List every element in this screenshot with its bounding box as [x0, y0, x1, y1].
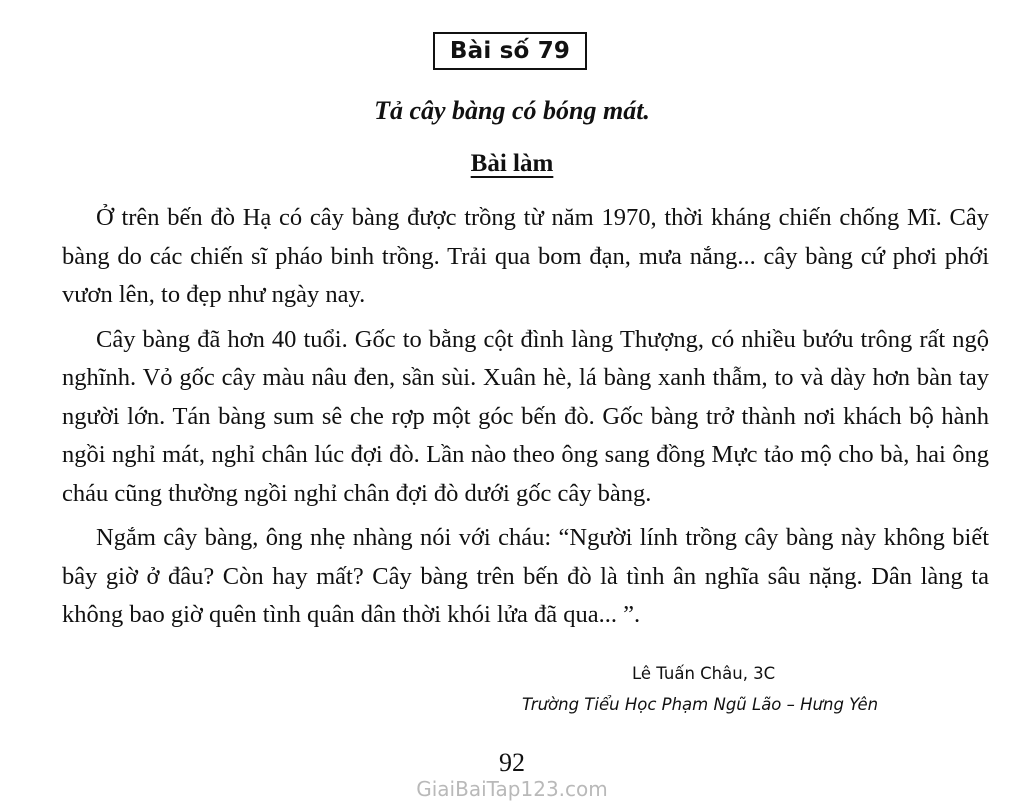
- page-number: 92: [499, 748, 525, 777]
- exercise-number-heading: Bài số 79: [433, 32, 587, 70]
- section-title: [0, 150, 1024, 178]
- section-title-text: Bài làm: [470, 150, 554, 177]
- watermark-text: GiaiBaiTap123.com: [416, 777, 608, 801]
- paragraph-1: Ở trên bến đò Hạ có cây bàng được trồng từ năm 1970, thời kháng chiến chống Mĩ. Cây bàng do các chiến sĩ pháo binh trồng. Trải qua bom đạn, mưa nắng... cây bàng cứ phơi phới vươn lên, to đẹp như ngày nay.: [62, 204, 989, 308]
- paragraph-3: Ngắm cây bàng, ông nhẹ nhàng nói với cháu: “Người lính trồng cây bàng này không biết bây giờ ở đâu? Còn hay mất? Cây bàng trên bến đò là tình ân nghĩa sâu nặng. Dân làng ta không bao giờ quên tình quân dân thời khói lửa đã qua... ”.: [62, 524, 989, 628]
- paragraph-2: Cây bàng đã hơn 40 tuổi. Gốc to bằng cột đình làng Thượng, có nhiều bướu trông rất ngộ nghĩnh. Vỏ gốc cây màu nâu đen, sần sùi. Xuân hè, lá bàng xanh thẫm, to và dày hơn bàn tay người lớn. Tán bàng sum sê che rợp một góc bến đò. Gốc bàng trở thành nơi khách bộ hành ngồi nghỉ mát, nghỉ chân lúc đợi đò. Lần nào theo ông sang đồng Mực tảo mộ cho bà, hai ông cháu cũng thường ngồi nghỉ chân đợi đò dưới gốc cây bàng.: [62, 325, 989, 507]
- author-signature: Lê Tuấn Châu, 3C: [632, 664, 776, 683]
- essay-body: [62, 199, 989, 641]
- essay-topic: Tả cây bàng có bóng mát.: [374, 96, 650, 125]
- school-name: Trường Tiểu Học Phạm Ngũ Lão – Hưng Yên: [522, 695, 879, 714]
